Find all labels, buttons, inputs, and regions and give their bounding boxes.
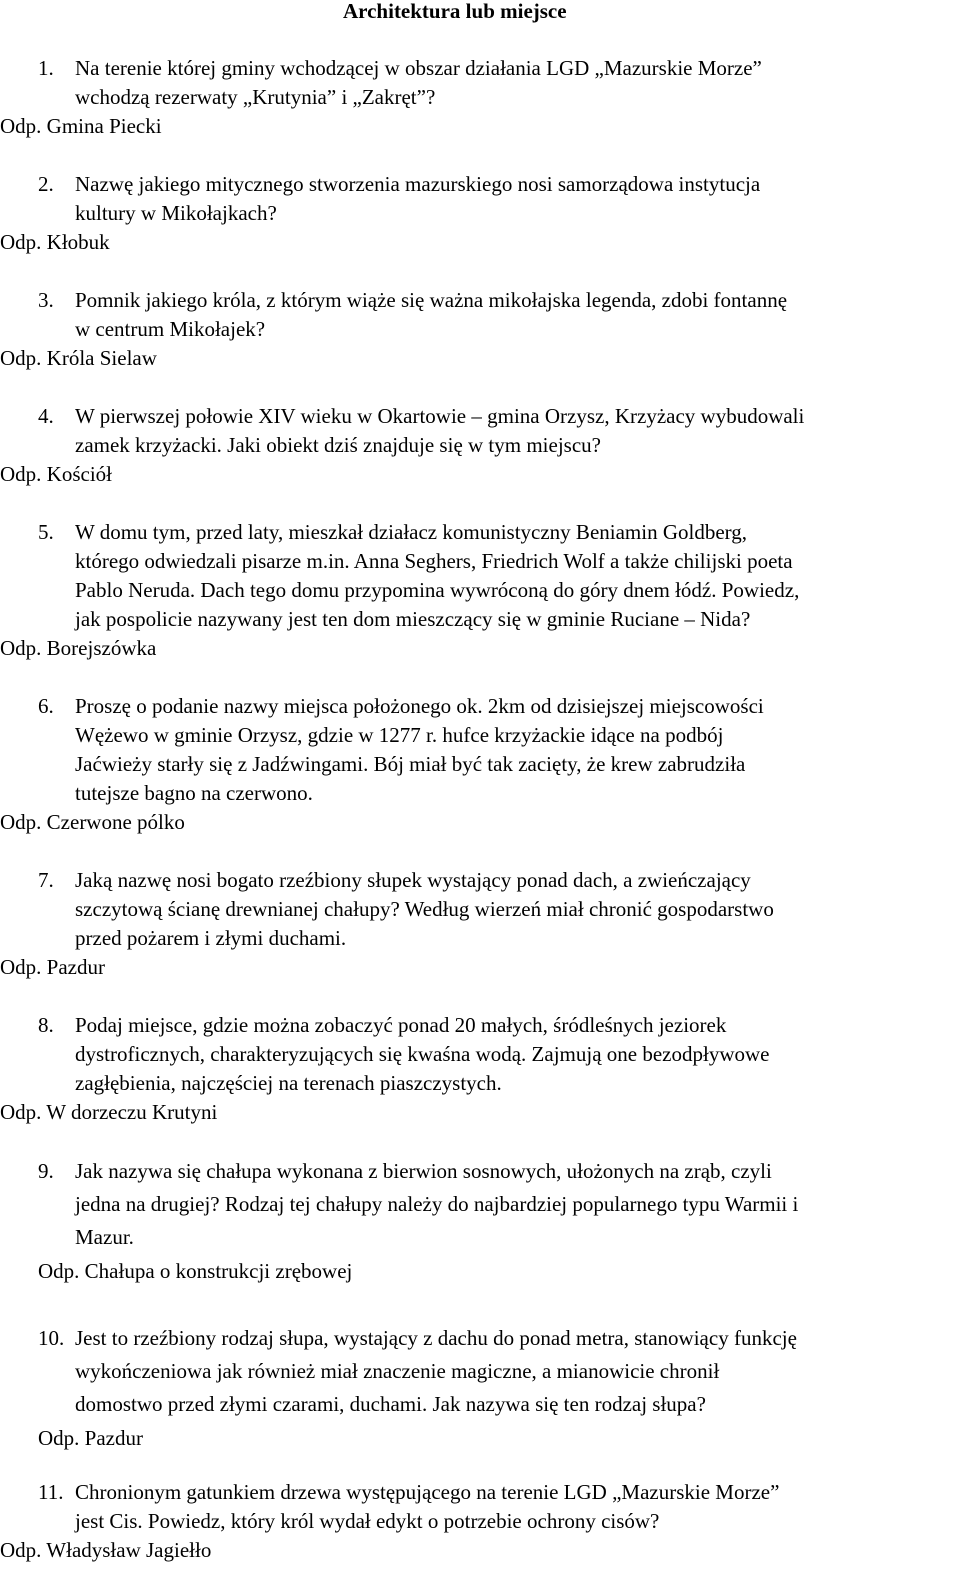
question-line: Jaką nazwę nosi bogato rzeźbiony słupek wystający ponad dach, a zwieńczający	[75, 868, 751, 892]
question-line: Podaj miejsce, gdzie można zobaczyć ponad 20 małych, śródleśnych jeziorek	[75, 1013, 727, 1037]
question-line: Wężewo w gminie Orzysz, gdzie w 1277 r. hufce krzyżackie idące na podbój	[75, 723, 724, 747]
item-number: 4.	[38, 404, 54, 428]
question-line: Nazwę jakiego mitycznego stworzenia mazurskiego nosi samorządowa instytucja	[75, 172, 761, 196]
item-number: 10.	[38, 1326, 65, 1350]
question-line: Pablo Neruda. Dach tego domu przypomina wywróconą do góry dnem łódź. Powiedz,	[75, 578, 800, 602]
question-line: Jest to rzeźbiony rodzaj słupa, wystający z dachu do ponad metra, stanowiący funkcję	[75, 1326, 797, 1350]
answer: Odp. Czerwone pólko	[0, 810, 185, 834]
item-number: 9.	[38, 1159, 54, 1183]
question-line: Proszę o podanie nazwy miejsca położonego ok. 2km od dzisiejszej miejscowości	[75, 694, 764, 718]
question-line: jedna na drugiej? Rodzaj tej chałupy należy do najbardziej popularnego typu Warmii i	[75, 1192, 799, 1216]
question-line: kultury w Mikołajkach?	[75, 201, 277, 225]
item-number: 5.	[38, 520, 54, 544]
answer: Odp. Chałupa o konstrukcji zrębowej	[38, 1259, 353, 1283]
question-line: dystroficznych, charakteryzujących się kwaśna wodą. Zajmują one bezodpływowe	[75, 1042, 770, 1066]
question-line: W domu tym, przed laty, mieszkał działacz komunistyczny Beniamin Goldberg,	[75, 520, 748, 544]
answer: Odp. Władysław Jagiełło	[0, 1538, 212, 1562]
question-line: Jak nazywa się chałupa wykonana z bierwion sosnowych, ułożonych na zrąb, czyli	[75, 1159, 772, 1183]
question-line: jest Cis. Powiedz, który król wydał edykt o potrzebie ochrony cisów?	[75, 1509, 660, 1533]
question-line: domostwo przed złymi czarami, duchami. Jak nazywa się ten rodzaj słupa?	[75, 1392, 706, 1416]
answer: Odp. Pazdur	[0, 955, 105, 979]
item-number: 3.	[38, 288, 54, 312]
item-number: 11.	[38, 1480, 64, 1504]
question-line: tutejsze bagno na czerwono.	[75, 781, 313, 805]
question-line: Jaćwieży starły się z Jadźwingami. Bój miał być tak zacięty, że krew zabrudziła	[75, 752, 746, 776]
question-line: którego odwiedzali pisarze m.in. Anna Seghers, Friedrich Wolf a także chilijski poeta	[75, 549, 793, 573]
question-line: Mazur.	[75, 1225, 134, 1249]
question-line: przed pożarem i złymi duchami.	[75, 926, 347, 950]
question-line: wykończeniowa jak również miał znaczenie magiczne, a mianowicie chronił	[75, 1359, 720, 1383]
question-line: wchodzą rezerwaty „Krutynia” i „Zakręt”?	[75, 85, 436, 109]
answer: Odp. Kłobuk	[0, 230, 110, 254]
answer: Odp. Kościół	[0, 462, 112, 486]
question-line: Pomnik jakiego króla, z którym wiąże się ważna mikołajska legenda, zdobi fontannę	[75, 288, 788, 312]
question-line: w centrum Mikołajek?	[75, 317, 266, 341]
answer: Odp. Borejszówka	[0, 636, 157, 660]
question-line: szczytową ścianę drewnianej chałupy? Według wierzeń miał chronić gospodarstwo	[75, 897, 774, 921]
page-title: Architektura lub miejsce	[343, 0, 567, 23]
answer: Odp. Gmina Piecki	[0, 114, 162, 138]
question-line: jak pospolicie nazywany jest ten dom mieszczący się w gminie Ruciane – Nida?	[75, 607, 751, 631]
question-line: zagłębienia, najczęściej na terenach piaszczystych.	[75, 1071, 502, 1095]
question-line: Na terenie której gminy wchodzącej w obszar działania LGD „Mazurskie Morze”	[75, 56, 762, 80]
item-number: 1.	[38, 56, 54, 80]
item-number: 6.	[38, 694, 54, 718]
question-line: W pierwszej połowie XIV wieku w Okartowie – gmina Orzysz, Krzyżacy wybudowali	[75, 404, 805, 428]
answer: Odp. Pazdur	[38, 1426, 143, 1450]
item-number: 7.	[38, 868, 54, 892]
question-line: Chronionym gatunkiem drzewa występującego na terenie LGD „Mazurskie Morze”	[75, 1480, 780, 1504]
item-number: 2.	[38, 172, 54, 196]
answer: Odp. Króla Sielaw	[0, 346, 157, 370]
question-line: zamek krzyżacki. Jaki obiekt dziś znajduje się w tym miejscu?	[75, 433, 601, 457]
answer: Odp. W dorzeczu Krutyni	[0, 1100, 218, 1124]
item-number: 8.	[38, 1013, 54, 1037]
